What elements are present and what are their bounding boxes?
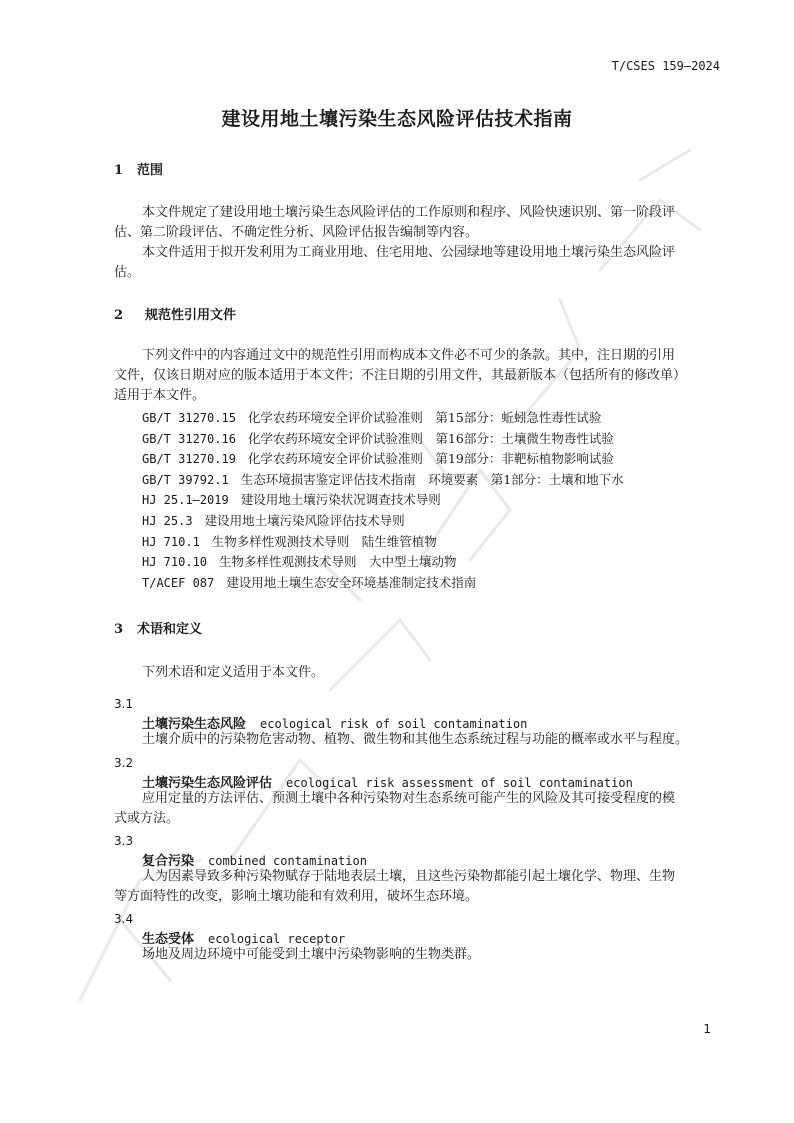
document-number: T/CSES 159—2024 — [611, 59, 720, 73]
reference-code: GB/T 31270.19 — [142, 452, 236, 467]
reference-item — [142, 470, 624, 491]
document-title: 建设用地土壤污染生态风险评估技术指南 — [221, 108, 573, 130]
reference-list — [142, 408, 624, 593]
reference-title: 化学农药环境安全评价试验准则 第15部分：蚯蚓急性毒性试验 — [247, 410, 602, 425]
term-definition-line-2: 等方面特性的改变，影响土壤功能和有效利用，破坏生态环境。 — [114, 889, 479, 904]
reference-code: GB/T 31270.15 — [142, 411, 236, 425]
term-definition-line-2: 式或方法。 — [114, 811, 180, 826]
references-intro-line-2: 文件，仅该日期对应的版本适用于本文件；不注日期的引用文件，其最新版本（包括所有的修改单） — [114, 368, 687, 383]
scope-paragraph-1-line-1: 本文件规定了建设用地土壤污染生态风险评估的工作原则和程序、风险快速识别、第一阶段评 — [142, 205, 676, 220]
reference-item — [142, 511, 624, 532]
scope-paragraph-2-line-2: 估。 — [114, 265, 141, 280]
term-number: 3.4 — [114, 912, 134, 926]
references-intro-line-1: 下列文件中的内容通过文中的规范性引用而构成本文件必不可少的条款。其中，注日期的引用 — [142, 348, 676, 363]
section-1-number: 1 — [114, 163, 124, 178]
section-3-heading — [114, 618, 202, 637]
reference-code: HJ 710.1 — [142, 534, 200, 549]
term-chinese: 土壤污染生态风险 — [142, 717, 247, 732]
reference-title: 生物多样性观测技术导则 大中型土壤动物 — [219, 554, 457, 570]
term-definition-line-1: 应用定量的方法评估、预测土壤中各种污染物对生态系统可能产生的风险及其可接受程度的模 — [142, 791, 676, 806]
scope-paragraph-1-line-2: 估、第二阶段评估、不确定性分析、风险评估报告编制等内容。 — [114, 225, 479, 240]
term-english: ecological risk assessment of soil contamination — [286, 776, 633, 790]
page-number: 1 — [703, 1022, 711, 1036]
section-2-number: 2 — [114, 308, 124, 323]
section-1-heading — [114, 159, 163, 178]
section-1-title: 范围 — [137, 163, 164, 178]
reference-code: HJ 710.10 — [142, 555, 208, 570]
reference-code: HJ 25.1—2019 — [142, 493, 229, 508]
term-definition-line-1: 人为因素导致多种污染物赋存于陆地表层土壤，且这些污染物都能引起土壤化学、物理、生物 — [142, 869, 676, 884]
section-3-number: 3 — [114, 622, 124, 637]
term-english: ecological risk of soil contamination — [260, 717, 528, 731]
term-definition-line-1: 场地及周边环境中可能受到土壤中污染物影响的生物类群。 — [142, 947, 481, 962]
term-number: 3.2 — [114, 756, 134, 770]
reference-code: HJ 25.3 — [142, 513, 193, 528]
reference-item — [142, 532, 624, 553]
reference-item — [142, 552, 624, 573]
term-number: 3.3 — [114, 834, 134, 848]
reference-title: 生物多样性观测技术导则 陆生维管植物 — [211, 533, 437, 549]
reference-item — [142, 449, 624, 470]
term-number: 3.1 — [114, 697, 134, 711]
scope-paragraph-2-line-1: 本文件适用于拟开发利用为工商业用地、住宅用地、公园绿地等建设用地土壤污染生态风险评 — [142, 245, 676, 260]
references-intro-line-3: 适用于本文件。 — [114, 388, 206, 403]
reference-item — [142, 408, 624, 429]
term-english: ecological receptor — [208, 932, 346, 946]
section-2-heading — [114, 304, 236, 323]
terms-intro: 下列术语和定义适用于本文件。 — [142, 665, 325, 680]
term-definition-line-1: 土壤介质中的污染物危害动物、植物、微生物和其他生态系统过程与功能的概率或水平与程度。 — [142, 732, 689, 747]
term-english: combined contamination — [208, 854, 367, 868]
section-3-title: 术语和定义 — [137, 622, 203, 637]
reference-title: 建设用地土壤生态安全环境基准制定技术指南 — [226, 574, 477, 590]
reference-title: 生态环境损害鉴定评估技术指南 环境要素 第1部分：土壤和地下水 — [240, 471, 624, 487]
reference-title: 化学农药环境安全评价试验准则 第19部分：非靶标植物影响试验 — [247, 451, 614, 467]
section-2-title: 规范性引用文件 — [145, 308, 237, 323]
reference-title: 建设用地土壤污染风险评估技术导则 — [204, 512, 405, 528]
reference-title: 建设用地土壤污染状况调查技术导则 — [240, 492, 441, 508]
term-chinese: 生态受体 — [142, 932, 195, 947]
reference-code: T/ACEF 087 — [142, 575, 215, 590]
reference-item — [142, 573, 624, 594]
term-chinese: 土壤污染生态风险评估 — [142, 776, 273, 791]
reference-item — [142, 429, 624, 450]
reference-title: 化学农药环境安全评价试验准则 第16部分：土壤微生物毒性试验 — [247, 430, 614, 446]
term-chinese: 复合污染 — [142, 854, 195, 869]
reference-item — [142, 490, 624, 511]
reference-code: GB/T 31270.16 — [142, 431, 236, 446]
reference-code: GB/T 39792.1 — [142, 472, 229, 487]
